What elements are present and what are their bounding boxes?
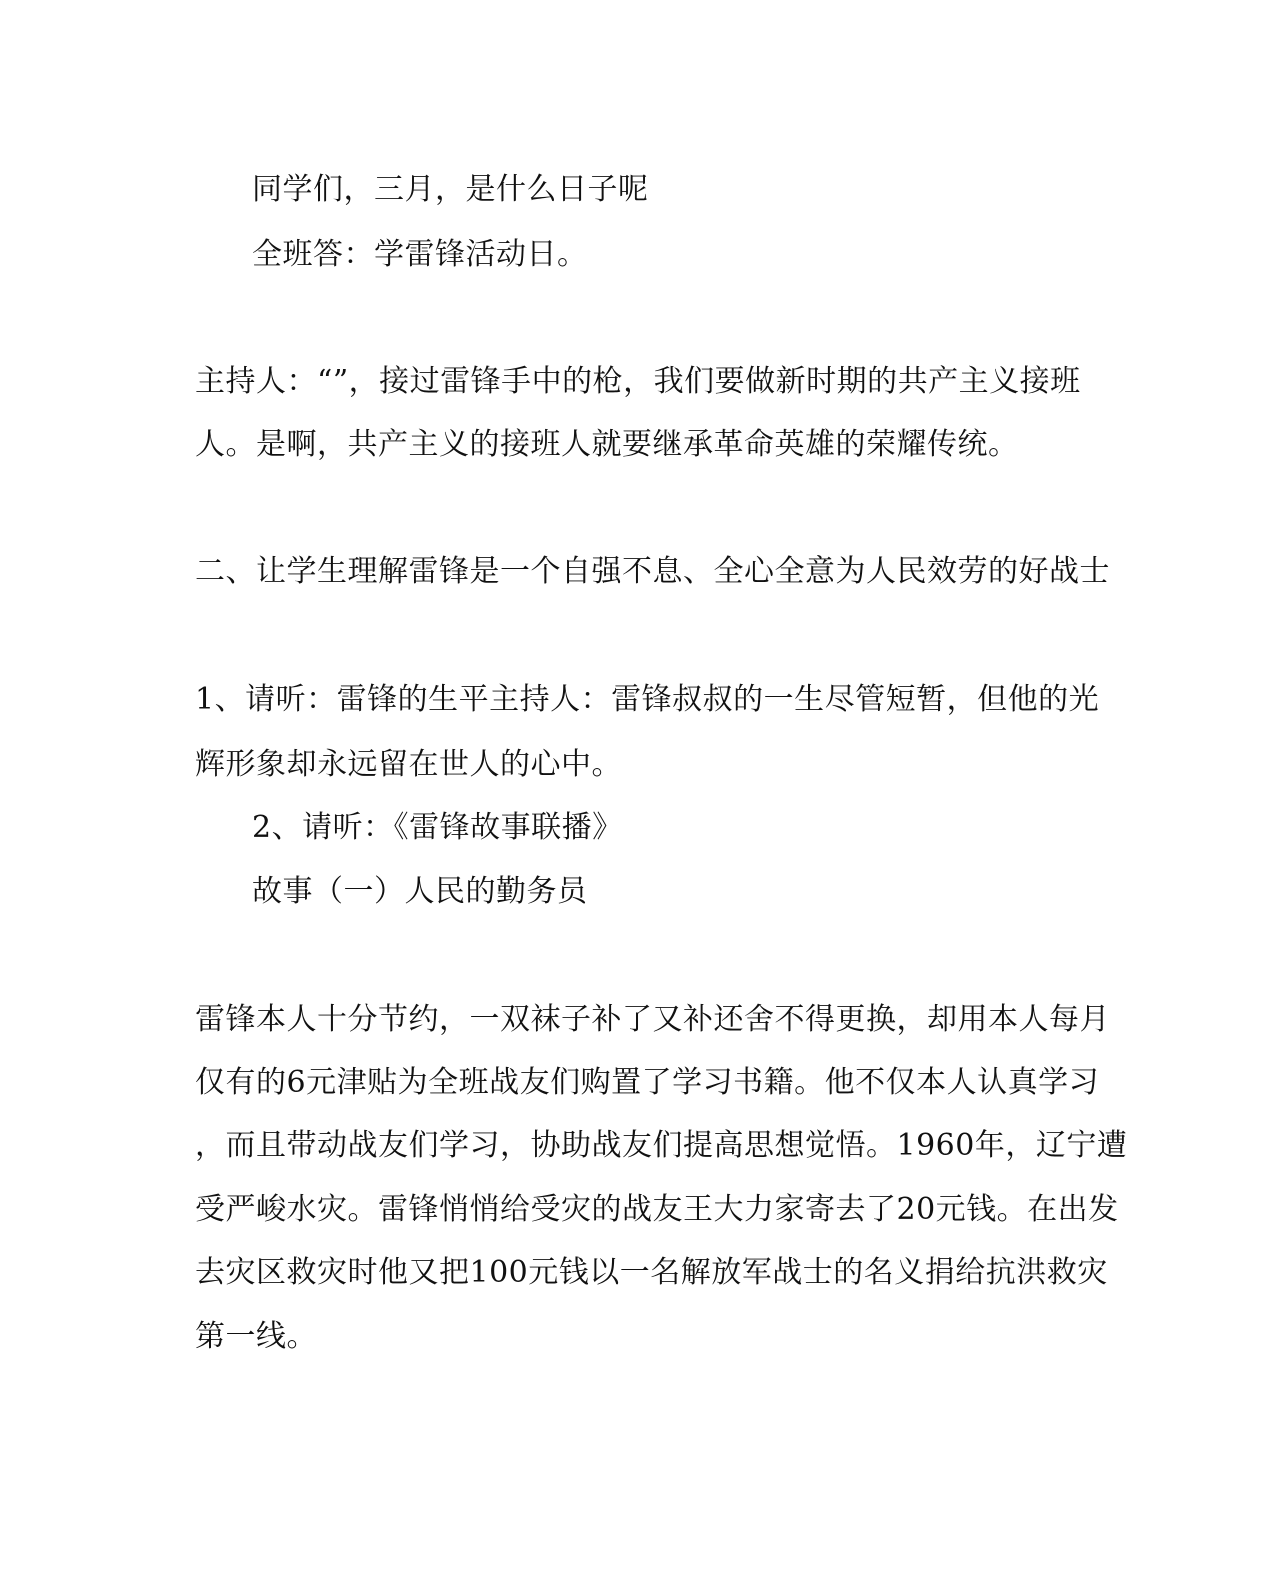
text-line: 第一线。 (195, 1319, 317, 1354)
text-line: ，而且带动战友们学习，协助战友们提高思想觉悟。1960年，辽宁遭 (195, 1128, 1128, 1163)
text-line: 主持人：“”，接过雷锋手中的枪，我们要做新时期的共产主义接班 (195, 364, 1081, 399)
story-title: 故事（一）人民的勤务员 (252, 874, 588, 909)
text-line: 去灾区救灾时他又把100元钱以一名解放军战士的名义捐给抗洪救灾 (195, 1255, 1108, 1290)
text-line: 受严峻水灾。雷锋悄悄给受灾的战友王大力家寄去了20元钱。在出发 (195, 1192, 1119, 1227)
text-line: 全班答：学雷锋活动日。 (252, 237, 588, 272)
text-line: 人。是啊，共产主义的接班人就要继承革命英雄的荣耀传统。 (195, 427, 1019, 462)
text-line: 仅有的6元津贴为全班战友们购置了学习书籍。他不仅本人认真学习 (195, 1065, 1100, 1100)
text-line: 1、请听：雷锋的生平主持人：雷锋叔叔的一生尽管短暂，但他的光 (195, 682, 1100, 717)
text-line: 辉形象却永远留在世人的心中。 (195, 747, 622, 782)
text-line: 雷锋本人十分节约，一双袜子补了又补还舍不得更换，却用本人每月 (195, 1002, 1110, 1037)
section-heading: 二、让学生理解雷锋是一个自强不息、全心全意为人民效劳的好战士 (195, 554, 1110, 589)
text-line: 同学们，三月，是什么日子呢 (252, 172, 649, 207)
text-line: 2、请听：《雷锋故事联播》 (252, 810, 623, 845)
